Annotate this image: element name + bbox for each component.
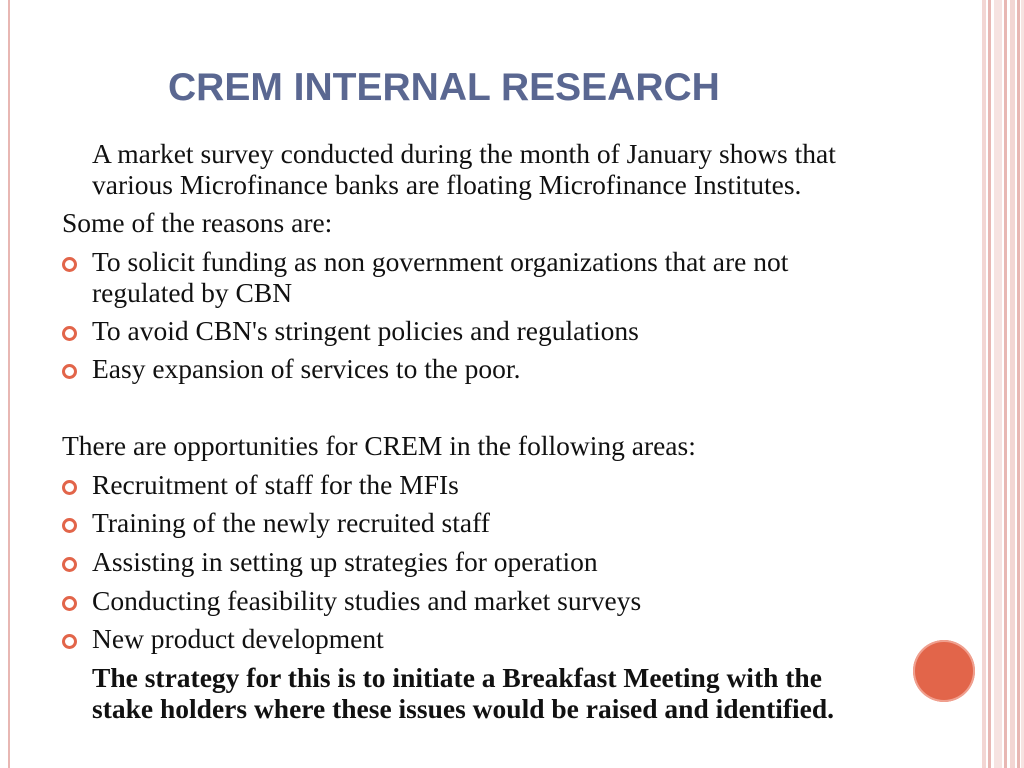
strategy-line-2: stake holders where these issues would be raised and identified. xyxy=(92,693,835,724)
reason-text: Easy expansion of services to the poor. xyxy=(92,353,521,384)
circle-bullet-icon xyxy=(62,480,77,495)
circle-bullet-icon xyxy=(62,557,77,572)
opportunity-text: Recruitment of staff for the MFIs xyxy=(92,469,459,500)
strategy-line-1: The strategy for this is to initiate a Breakfast Meeting with the xyxy=(92,662,822,693)
circle-bullet-icon xyxy=(62,634,77,649)
intro-line-2: various Microfinance banks are floating Microfinance Institutes. xyxy=(92,169,802,200)
circle-bullet-icon xyxy=(62,596,77,611)
opportunity-text: Assisting in setting up strategies for operation xyxy=(92,546,598,577)
reasons-heading: Some of the reasons are: xyxy=(62,207,333,238)
reason-text: To solicit funding as non government organizations that are not xyxy=(92,246,789,277)
slide-title: CREM INTERNAL RESEARCH xyxy=(168,66,720,109)
right-striped-border xyxy=(982,0,1024,768)
opportunity-text: New product development xyxy=(92,623,384,654)
decorative-circle xyxy=(913,640,975,702)
opportunity-text: Conducting feasibility studies and market surveys xyxy=(92,585,642,616)
reason-text: To avoid CBN's stringent policies and regulations xyxy=(92,315,639,346)
circle-bullet-icon xyxy=(62,518,77,533)
left-border-line xyxy=(8,0,10,768)
circle-bullet-icon xyxy=(62,364,77,379)
opportunity-text: Training of the newly recruited staff xyxy=(92,507,490,538)
reason-text-continued: regulated by CBN xyxy=(92,277,293,308)
intro-line-1: A market survey conducted during the month of January shows that xyxy=(92,138,836,169)
circle-bullet-icon xyxy=(62,326,77,341)
opportunities-heading: There are opportunities for CREM in the following areas: xyxy=(62,430,696,461)
circle-bullet-icon xyxy=(62,257,77,272)
